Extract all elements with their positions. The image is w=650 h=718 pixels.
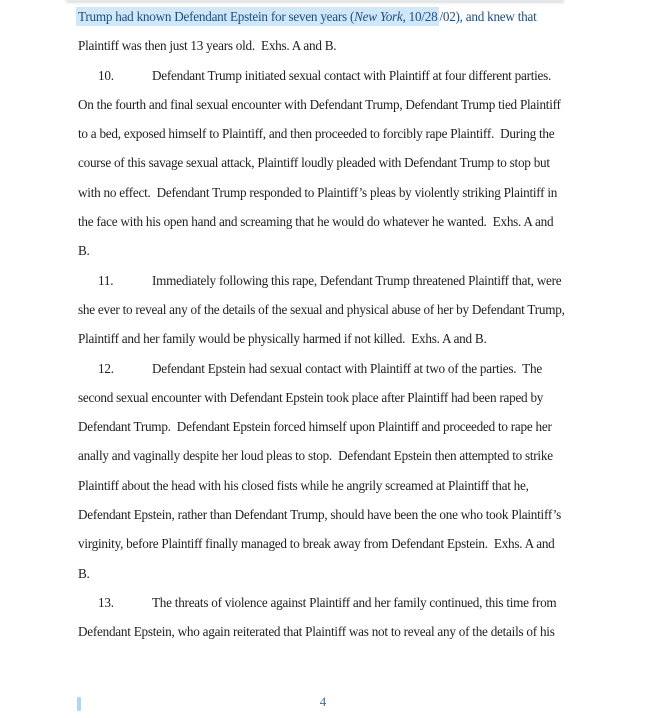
paragraph-number: 10.: [98, 67, 114, 83]
paragraph-line: second sexual encounter with Defendant Epstein took place after Plaintiff had been raped by: [78, 389, 544, 405]
citation-italic: New York,: [354, 9, 406, 24]
paragraph-number: 13.: [98, 594, 114, 610]
selected-text-part: Trump had known Defendant Epstein for seven years (: [78, 9, 355, 24]
paragraph-13-first-line: [78, 588, 620, 617]
paragraph-line: Plaintiff about the head with his closed fists while he angrily screamed at Plaintiff that he,: [78, 477, 529, 493]
paragraph-number: 11.: [98, 272, 114, 288]
paragraph-line: Defendant Epstein, who again reiterated that Plaintiff was not to reveal any of the details of his: [78, 624, 555, 640]
paragraph-line: Defendant Epstein, rather than Defendant Trump, should have been the one who took Plaintiff’s: [78, 507, 562, 523]
paragraph-line: Plaintiff and her family would be physically harmed if not killed. Exhs. A and B.: [78, 331, 487, 347]
paragraph-line: course of this savage sexual attack, Plaintiff loudly pleaded with Defendant Trump to stop but: [78, 155, 550, 171]
paragraph-number: 12.: [98, 360, 114, 376]
paragraph-line: the face with his open hand and screaming that he would do whatever he wanted. Exhs. A and: [78, 214, 554, 230]
paragraph-line: The threats of violence against Plaintiff and her family continued, this time from: [152, 594, 557, 610]
paragraph-11-first-line: [78, 266, 620, 295]
document-body: [78, 2, 620, 647]
paragraph-line: virginity, before Plaintiff finally managed to break away from Defendant Epstein. Exhs. A and: [78, 536, 555, 552]
paragraph-10-first-line: [78, 61, 620, 90]
intro-line-selected: [78, 2, 620, 31]
paragraph-line: On the fourth and final sexual encounter with Defendant Trump, Defendant Trump tied Plaintiff: [78, 96, 561, 112]
selected-text: [76, 7, 439, 26]
paragraph-line: Defendant Trump initiated sexual contact with Plaintiff at four different parties.: [152, 67, 552, 83]
paragraph-line: B.: [78, 243, 90, 259]
paragraph-12-first-line: [78, 354, 620, 383]
paragraph-line: B.: [78, 565, 90, 581]
selected-text-part: 10/28: [405, 9, 438, 24]
intro-line-tail: /02), and knew that: [439, 9, 537, 24]
paragraph-line: Defendant Epstein had sexual contact with Plaintiff at two of the parties. The: [152, 360, 542, 376]
paragraph-line: Defendant Trump. Defendant Epstein forced himself upon Plaintiff and proceeded to rape her: [78, 419, 552, 435]
paragraph-line: to a bed, exposed himself to Plaintiff, and then proceeded to forcibly rape Plaintiff. During the: [78, 126, 555, 142]
paragraph-line: Immediately following this rape, Defendant Trump threatened Plaintiff that, were: [152, 272, 562, 288]
paragraph-line: with no effect. Defendant Trump responded to Plaintiff’s pleas by violently striking Plaintiff in: [78, 184, 558, 200]
page-number: 4: [319, 694, 327, 709]
paragraph-line: anally and vaginally despite her loud pleas to stop. Defendant Epstein then attempted to strike: [78, 448, 553, 464]
intro-line: Plaintiff was then just 13 years old. Exhs. A and B.: [78, 38, 337, 54]
paragraph-line: she ever to reveal any of the details of the sexual and physical abuse of her by Defendant Trump,: [78, 301, 565, 317]
